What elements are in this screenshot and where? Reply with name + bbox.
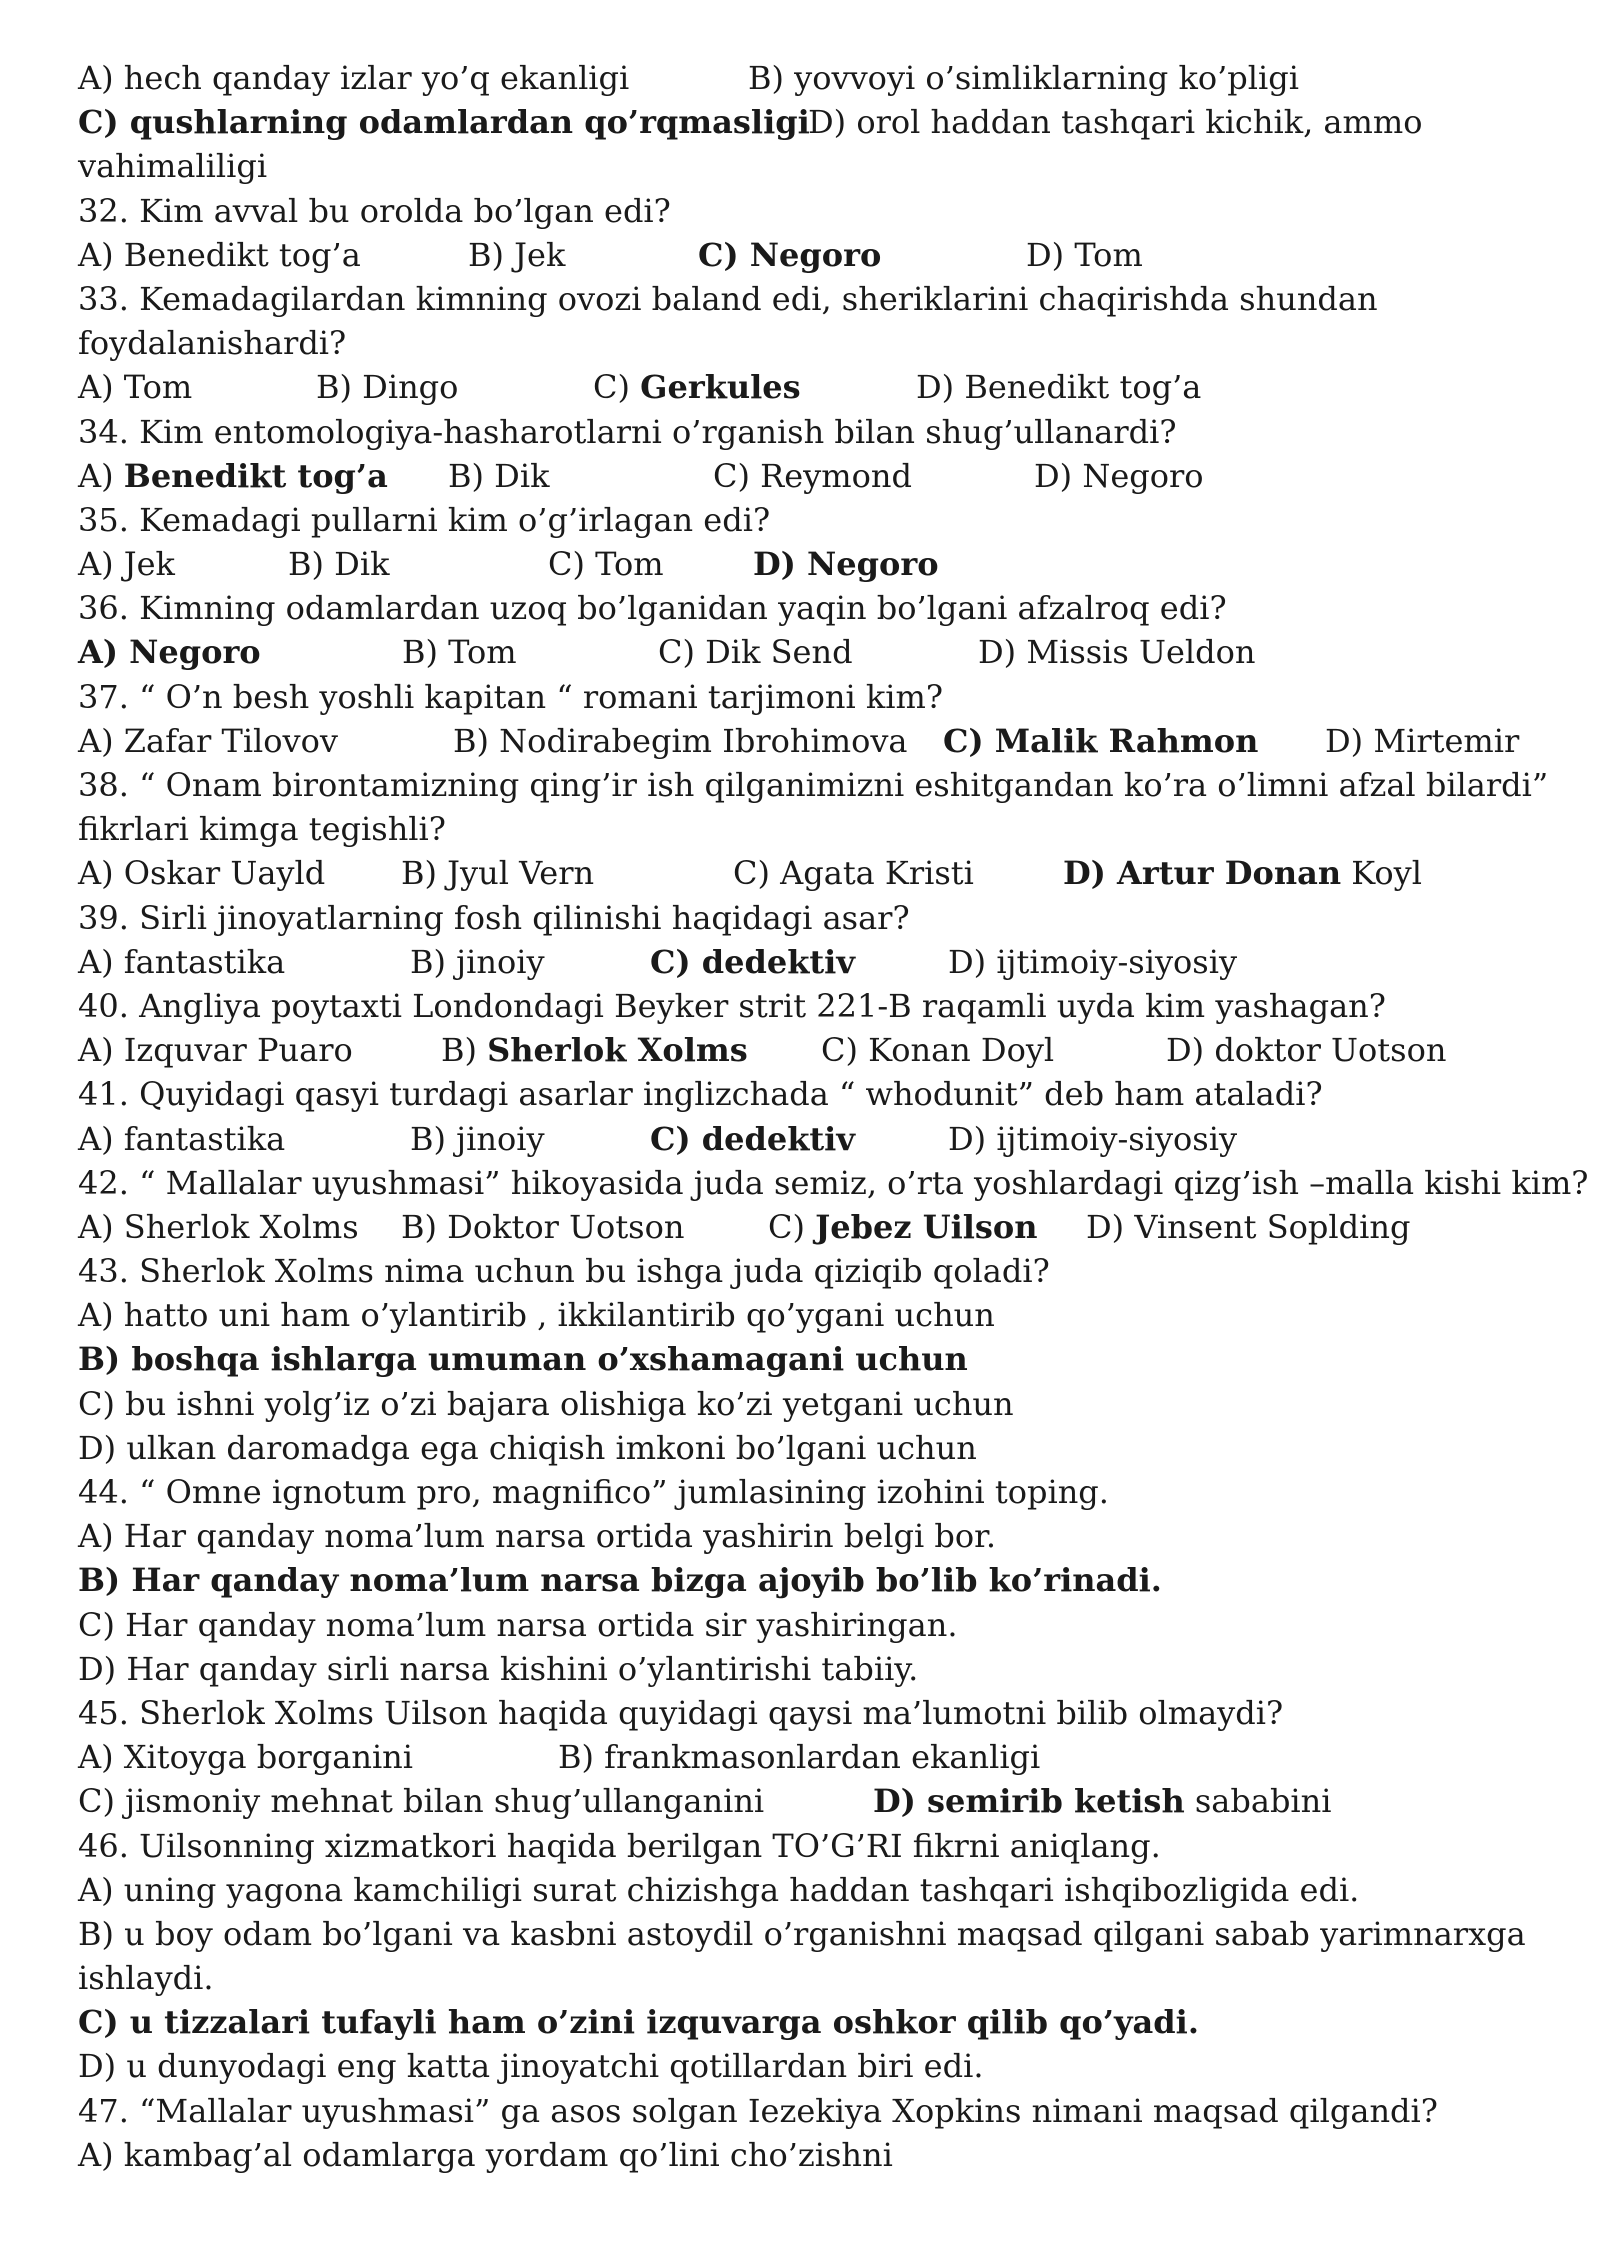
options-row [78, 1735, 1538, 1779]
option: A) Sherlok Xolms [78, 1207, 359, 1246]
option-correct [78, 454, 388, 498]
answer-line-correct: B) Har qanday noma’lum narsa bizga ajoyib bo’lib ko’rinadi. [78, 1561, 1162, 1600]
options-row [78, 1779, 1538, 1823]
text-line: D) ulkan daromadga ega chiqish imkoni bo’lgani uchun [78, 1428, 977, 1467]
option: D) doktor Uotson [1166, 1031, 1447, 1070]
option-correct: A) Negoro [78, 633, 261, 672]
option-answer: Jebez Uilson [815, 1207, 1038, 1246]
text-line: 37. “ O’n besh yoshli kapitan “ romani tarjimoni kim? [78, 677, 943, 716]
option-correct [1063, 851, 1422, 895]
option-correct: D) Negoro [753, 545, 939, 584]
text-line: 45. Sherlok Xolms Uilson haqida quyidagi qaysi ma’lumotni bilib olmaydi? [78, 1693, 1284, 1732]
option-correct [873, 1779, 1332, 1823]
option-correct: C) Negoro [698, 235, 882, 274]
option: B) Jek [468, 235, 566, 274]
text-line: foydalanishardi? [78, 324, 347, 363]
document-page [78, 56, 1589, 2177]
options-row [78, 1205, 1538, 1249]
option: B) Doktor Uotson [401, 1207, 685, 1246]
options-row [78, 100, 1538, 144]
answer-line-correct: B) boshqa ishlarga umuman o’xshamagani uchun [78, 1340, 968, 1379]
option: A) fantastika [78, 1119, 286, 1158]
option: B) jinoiy [410, 1119, 545, 1158]
text-line: A) Har qanday noma’lum narsa ortida yashirin belgi bor. [78, 1517, 997, 1556]
option: A) Oskar Uayld [78, 854, 326, 893]
option-answer: D) semirib ketish [873, 1782, 1185, 1821]
option: A) hech qanday izlar yo’q ekanligi [78, 59, 630, 97]
option: D) orol haddan tashqari kichik, ammo [808, 103, 1423, 142]
option: D) Missis Ueldon [978, 633, 1256, 672]
text-line: 41. Quyidagi qasyi turdagi asarlar inglizchada “ whodunit” deb ham ataladi? [78, 1075, 1323, 1114]
option-prefix: B) [441, 1031, 488, 1070]
option: A) fantastika [78, 942, 286, 981]
option: D) Negoro [1034, 456, 1204, 495]
text-line: A) uning yagona kamchiligi surat chizishga haddan tashqari ishqibozligida edi. [78, 1870, 1360, 1909]
option: B) Dik [288, 545, 390, 584]
options-row [78, 365, 1538, 409]
options-row [78, 630, 1538, 674]
option-answer: Gerkules [640, 368, 801, 407]
option-prefix: A) [78, 456, 124, 495]
options-row [78, 851, 1538, 895]
option: A) Benedikt tog’a [78, 235, 361, 274]
option: C) Agata Kristi [733, 854, 974, 893]
option-correct: C) dedektiv [650, 942, 855, 981]
option: B) yovvoyi o’simliklarning ko’pligi [748, 59, 1299, 97]
option: D) Tom [1026, 235, 1143, 274]
option: D) Vinsent Soplding [1086, 1207, 1411, 1246]
text-line: 40. Angliya poytaxti Londondagi Beyker strit 221-B raqamli uyda kim yashagan? [78, 986, 1386, 1025]
text-line: ishlaydi. [78, 1959, 214, 1998]
text-line: 36. Kimning odamlardan uzoq bo’lganidan yaqin bo’lgani afzalroq edi? [78, 589, 1227, 628]
text-line: 35. Kemadagi pullarni kim o’g’irlagan edi? [78, 500, 771, 539]
text-line: 44. “ Omne ignotum pro, magnifico” jumlasining izohini toping. [78, 1473, 1109, 1511]
option-correct [441, 1028, 748, 1072]
option: D) ijtimoiy-siyosiy [948, 942, 1238, 981]
option-answer: D) Artur Donan [1063, 854, 1342, 893]
option: A) Zafar Tilovov [78, 721, 338, 760]
option-suffix: Koyl [1341, 854, 1422, 893]
option-suffix: sababini [1184, 1782, 1332, 1821]
option-prefix: C) [768, 1207, 816, 1246]
option: B) Nodirabegim Ibrohimova [453, 721, 908, 760]
option-correct [593, 365, 801, 409]
option-correct: C) qushlarning odamlardan qo’rqmasligi [78, 103, 810, 142]
text-line: 43. Sherlok Xolms nima uchun bu ishga juda qiziqib qoladi? [78, 1252, 1050, 1291]
options-row [78, 719, 1538, 763]
options-row [78, 1117, 1538, 1161]
option: A) Jek [78, 545, 175, 584]
text-line: D) Har qanday sirli narsa kishini o’ylantirishi tabiiy. [78, 1649, 919, 1688]
options-row [78, 542, 1538, 586]
options-row [78, 1028, 1538, 1072]
text-line: 33. Kemadagilardan kimning ovozi baland edi, sheriklarini chaqirishda shundan [78, 279, 1378, 318]
option-answer: Benedikt tog’a [123, 456, 388, 495]
text-line: 47. “Mallalar uyushmasi” ga asos solgan Iezekiya Xopkins nimani maqsad qilgandi? [78, 2091, 1438, 2130]
text-line: vahimaliligi [78, 147, 268, 186]
options-row [78, 940, 1538, 984]
option-answer: Sherlok Xolms [487, 1031, 748, 1070]
option: B) frankmasonlardan ekanligi [558, 1738, 1041, 1777]
text-line: 34. Kim entomologiya-hasharotlarni o’rganish bilan shug’ullanardi? [78, 412, 1177, 451]
options-row [78, 56, 1538, 100]
option: A) Xitoyga borganini [78, 1738, 414, 1777]
option: B) Dik [448, 456, 550, 495]
text-line: B) u boy odam bo’lgani va kasbni astoydil o’rganishni maqsad qilgani sabab yarimnarxga [78, 1914, 1526, 1953]
option: A) Izquvar Puaro [78, 1031, 353, 1070]
text-line: 32. Kim avval bu orolda bo’lgan edi? [78, 191, 671, 230]
option: D) ijtimoiy-siyosiy [948, 1119, 1238, 1158]
options-row [78, 454, 1538, 498]
option: C) Dik Send [658, 633, 853, 672]
text-line: 38. “ Onam birontamizning qing’ir ish qilganimizni eshitgandan ko’ra o’limni afzal bilardi” [78, 766, 1549, 804]
option: B) Dingo [316, 368, 459, 407]
option: C) jismoniy mehnat bilan shug’ullanganini [78, 1782, 765, 1821]
text-line: A) kambag’al odamlarga yordam qo’lini cho’zishni [78, 2135, 893, 2174]
option: B) Jyul Vern [401, 854, 595, 893]
options-row [78, 233, 1538, 277]
option: C) Konan Doyl [821, 1031, 1055, 1070]
option: D) Benedikt tog’a [916, 368, 1202, 407]
option: D) Mirtemir [1325, 721, 1520, 760]
option-correct [768, 1205, 1038, 1249]
text-line: A) hatto uni ham o’ylantirib , ikkilantirib qo’ygani uchun [78, 1296, 995, 1335]
text-line: 46. Uilsonning xizmatkori haqida berilgan TO’G’RI fikrni aniqlang. [78, 1826, 1161, 1865]
option: B) jinoiy [410, 942, 545, 981]
text-line: 42. “ Mallalar uyushmasi” hikoyasida juda semiz, o’rta yoshlardagi qizg’ish –malla kishi kim? [78, 1163, 1589, 1202]
option: C) Tom [548, 545, 664, 584]
text-line: fikrlari kimga tegishli? [78, 810, 446, 849]
option-prefix: C) [593, 368, 641, 407]
text-line: C) bu ishni yolg’iz o’zi bajara olishiga ko’zi yetgani uchun [78, 1384, 1014, 1423]
answer-line-correct: C) u tizzalari tufayli ham o’zini izquvarga oshkor qilib qo’yadi. [78, 2003, 1199, 2042]
text-line: C) Har qanday noma’lum narsa ortida sir yashiringan. [78, 1605, 958, 1644]
option-correct: C) dedektiv [650, 1119, 855, 1158]
text-line: 39. Sirli jinoyatlarning fosh qilinishi haqidagi asar? [78, 898, 910, 937]
option: A) Tom [78, 368, 193, 407]
option: C) Reymond [713, 456, 912, 495]
option-correct: C) Malik Rahmon [943, 721, 1259, 760]
text-line: D) u dunyodagi eng katta jinoyatchi qotillardan biri edi. [78, 2047, 984, 2086]
option: B) Tom [402, 633, 517, 672]
